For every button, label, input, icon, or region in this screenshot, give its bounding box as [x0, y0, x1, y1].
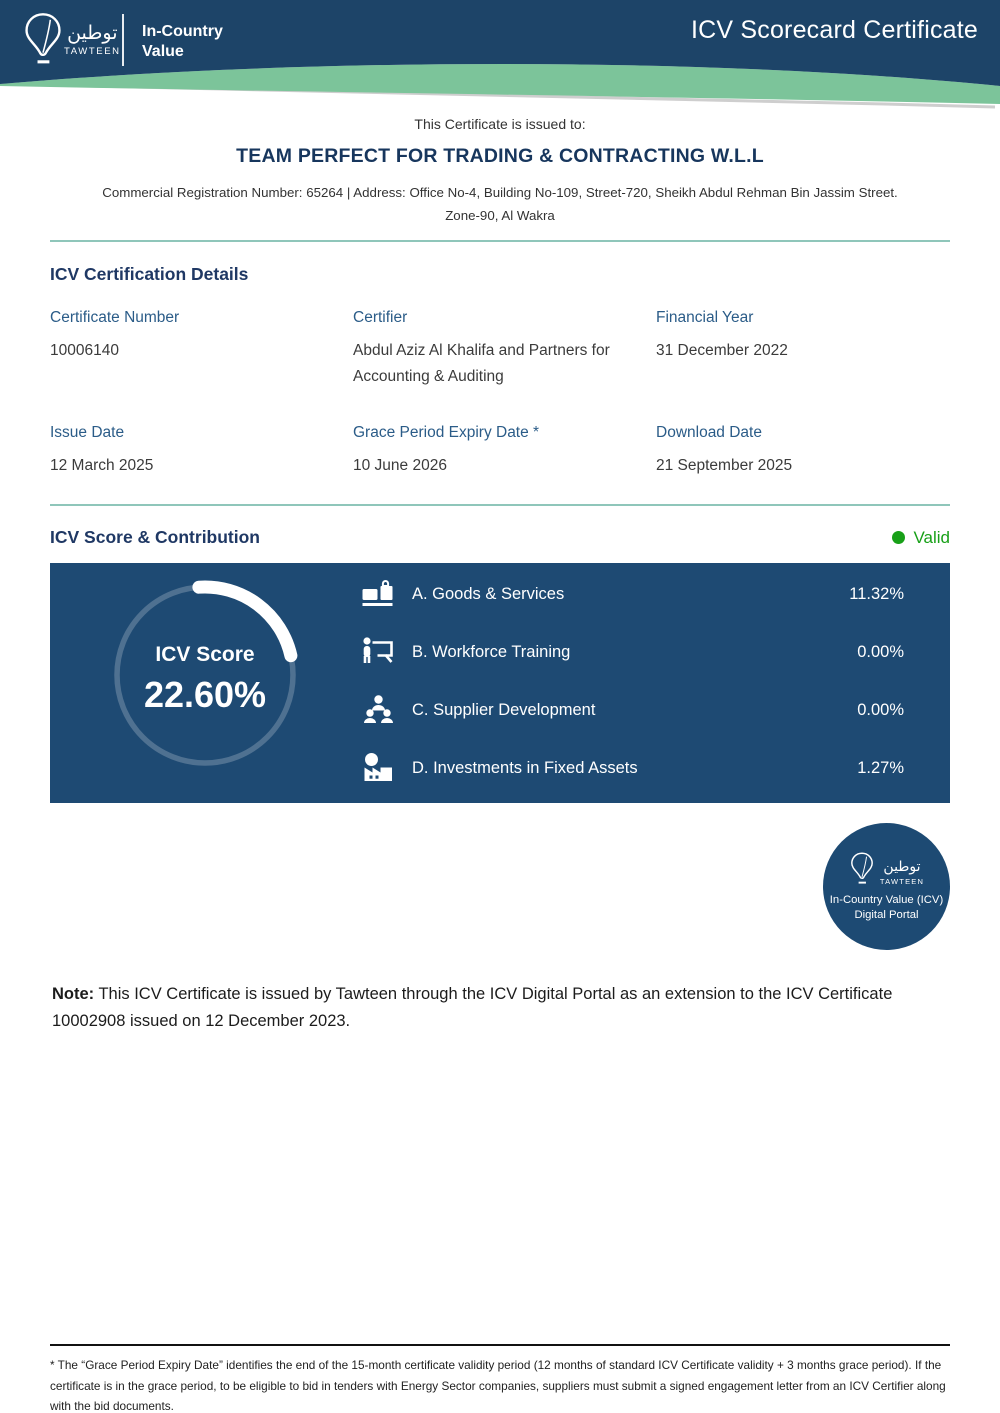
brand-text	[64, 22, 121, 57]
brand-wordmark-label: TAWTEEN	[64, 46, 121, 57]
field-certificate-number	[50, 309, 353, 390]
fixed-assets-icon	[360, 750, 397, 786]
registration-line1: Commercial Registration Number: 65264 | Address: Office No-4, Building No-109, Street-720, Sheikh Abdul Rehman Bin Jassim Street.	[102, 185, 898, 200]
field-label: Grace Period Expiry Date *	[353, 424, 540, 441]
field-value: 21 September 2025	[656, 457, 793, 474]
contribution-value: 0.00%	[857, 642, 904, 661]
status-badge	[892, 528, 950, 548]
certification-details-section	[0, 264, 1000, 479]
field-label: Certifier	[353, 309, 408, 326]
contribution-label: D. Investments in Fixed Assets	[412, 758, 638, 777]
field-value: 10006140	[50, 342, 119, 359]
supplier-development-icon	[360, 692, 397, 728]
workforce-training-icon	[360, 634, 397, 670]
tagline-line1: In-Country	[142, 23, 223, 40]
field-certifier	[353, 309, 656, 390]
field-grace-period-expiry	[353, 424, 656, 479]
stamp-brand-text	[880, 860, 924, 886]
contribution-row-supplier-development	[360, 692, 904, 728]
gauge-label: ICV Score	[155, 643, 255, 666]
stamp-wordmark-label: TAWTEEN	[879, 876, 925, 886]
registration-line2: Zone-90, Al Wakra	[445, 208, 555, 223]
tagline-line2: Value	[142, 43, 184, 60]
score-section-heading: ICV Score & Contribution	[50, 527, 260, 547]
header-divider	[122, 14, 124, 66]
status-label: Valid	[913, 527, 950, 547]
contribution-label: C. Supplier Development	[412, 700, 596, 719]
status-dot-icon	[892, 531, 905, 544]
header	[0, 0, 1000, 112]
stamp-balloon-icon	[849, 851, 875, 886]
contribution-label: B. Workforce Training	[412, 642, 571, 661]
field-value: 31 December 2022	[656, 342, 788, 359]
note-text: This ICV Certificate is issued by Tawteen through the ICV Digital Portal as an extension to the ICV Certificate 10002908 issued on 12 December 2023.	[52, 985, 893, 1030]
footnote-block	[50, 1344, 950, 1413]
contribution-row-fixed-assets	[360, 750, 904, 786]
field-issue-date	[50, 424, 353, 479]
stamp-line1: In-Country Value (ICV)	[829, 893, 944, 906]
note-paragraph	[52, 981, 957, 1035]
details-grid-row1	[50, 309, 950, 390]
field-label: Financial Year	[656, 309, 754, 326]
details-grid-row2	[50, 424, 950, 479]
contribution-row-workforce-training	[360, 634, 904, 670]
contribution-value: 0.00%	[857, 700, 904, 719]
contribution-row-goods-services	[360, 576, 904, 612]
field-label: Certificate Number	[50, 309, 180, 326]
separator-rule-top	[50, 240, 950, 242]
contribution-label: A. Goods & Services	[412, 584, 565, 603]
icv-digital-portal-stamp	[823, 823, 950, 950]
company-name: TEAM PERFECT FOR TRADING & CONTRACTING W.L.L	[236, 145, 764, 167]
icv-score-gauge	[50, 563, 360, 803]
gauge-value: 22.60%	[143, 674, 267, 715]
field-value: Abdul Aziz Al Khalifa and Partners for Accounting & Auditing	[353, 342, 610, 385]
note-label: Note:	[52, 985, 95, 1003]
contribution-value: 1.27%	[857, 758, 904, 777]
field-label: Download Date	[656, 424, 762, 441]
goods-services-icon	[360, 576, 397, 612]
gauge-svg	[50, 563, 360, 803]
field-financial-year	[656, 309, 950, 390]
separator-rule-middle	[50, 504, 950, 506]
tawteen-balloon-icon	[22, 10, 64, 68]
stamp-logo	[849, 851, 924, 886]
score-section-header	[0, 527, 1000, 548]
field-value: 12 March 2025	[50, 457, 154, 474]
page-title: ICV Scorecard Certificate	[690, 16, 978, 44]
field-value: 10 June 2026	[353, 457, 447, 474]
contribution-value: 11.32%	[849, 584, 904, 603]
field-download-date	[656, 424, 950, 479]
field-label: Issue Date	[50, 424, 125, 441]
brand-tagline	[142, 22, 223, 62]
stamp-line2: Digital Portal	[854, 908, 919, 921]
certification-details-heading: ICV Certification Details	[50, 264, 249, 284]
score-panel	[50, 563, 950, 803]
stamp-arabic-label: توطين	[883, 858, 921, 875]
contribution-list	[360, 563, 950, 803]
footnote-text: * The “Grace Period Expiry Date” identifies the end of the 15-month certificate validity period (12 months of standard ICV Certificate validity + 3 months grace period). If the certificate is in the grace period, to be eligible to bid in tenders with Energy Sector companies, suppliers must submit a signed engagement letter from an ICV Certifier along with the bid documents.	[50, 1358, 946, 1413]
issued-to-label: This Certificate is issued to:	[414, 116, 586, 132]
brand-arabic-label: توطين	[67, 22, 118, 44]
